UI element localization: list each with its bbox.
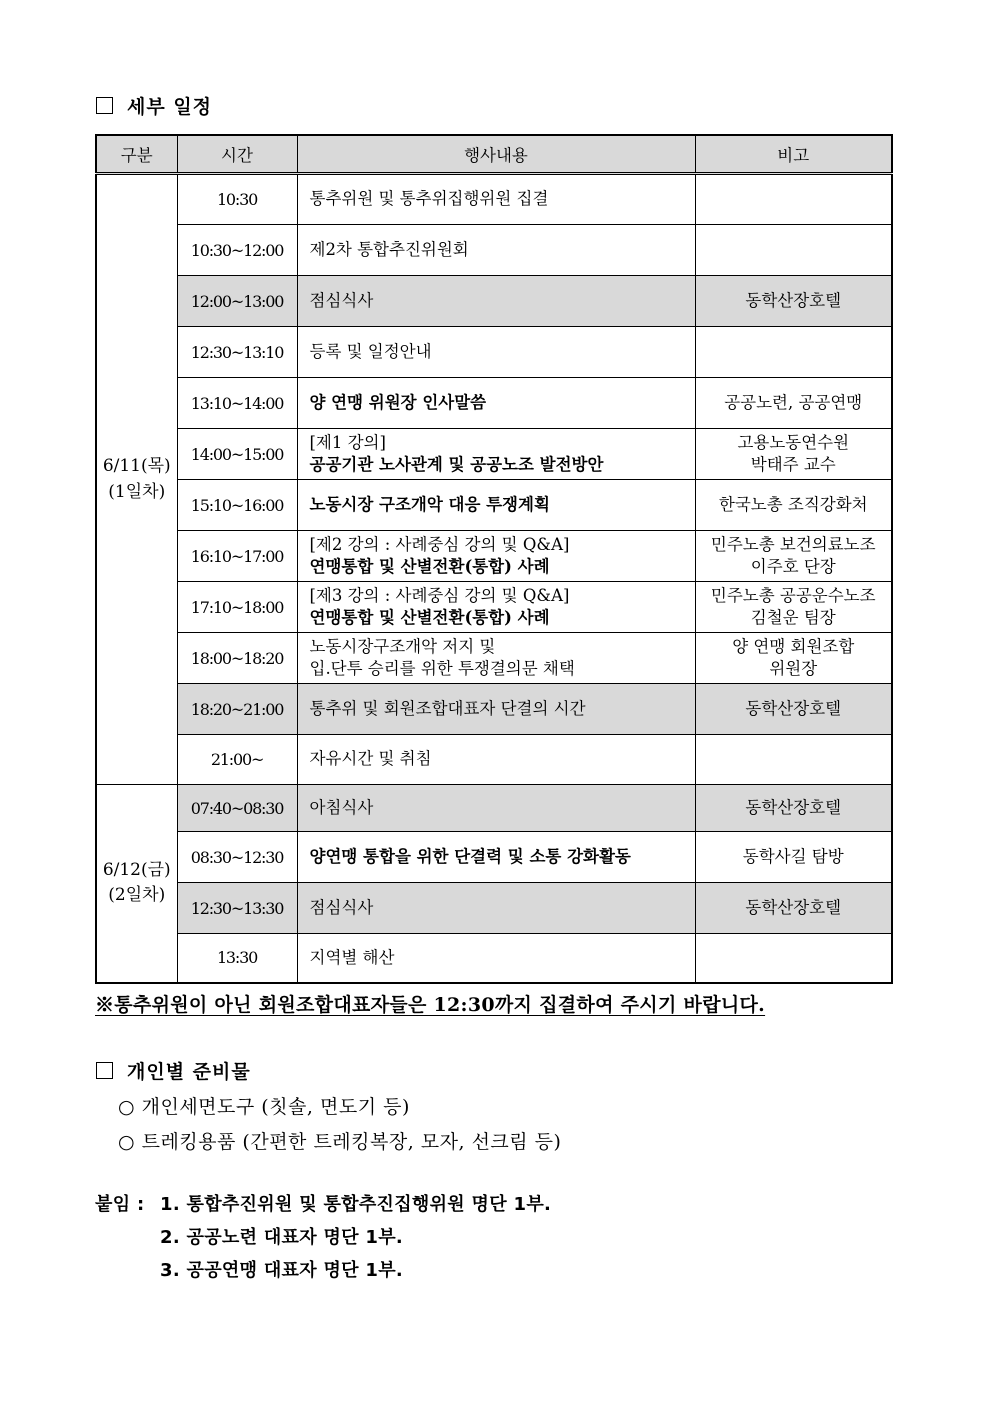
- time-cell: 10:30~12:00: [177, 225, 297, 276]
- note-line-1: 민주노총 공공운수노조: [710, 585, 876, 605]
- time-cell: 14:00~15:00: [177, 429, 297, 480]
- header-time: 시간: [177, 135, 297, 174]
- content-cell: 통추위원 및 통추위집행위원 집결: [297, 174, 695, 225]
- day1-cell: [96, 174, 177, 785]
- content-cell: [297, 429, 695, 480]
- content-line-1: [제1 강의]: [309, 432, 386, 452]
- content-cell: 양 연맹 위원장 인사말씀: [297, 378, 695, 429]
- note-line-2: 박태주 교수: [750, 455, 836, 474]
- time-cell: 13:10~14:00: [177, 378, 297, 429]
- schedule-table: [95, 134, 893, 984]
- content-cell: 지역별 해산: [297, 934, 695, 983]
- attachment-label: 붙임 :: [95, 1194, 145, 1215]
- content-cell: [297, 633, 695, 684]
- note-cell: [695, 531, 892, 582]
- time-cell: 08:30~12:30: [177, 832, 297, 883]
- time-cell: 12:30~13:30: [177, 883, 297, 934]
- checkbox-square-icon: [96, 97, 113, 114]
- note-cell: 동학산장호텔: [695, 785, 892, 832]
- day1-label: (1일차): [108, 481, 166, 502]
- note-cell: [695, 582, 892, 633]
- table-row: [96, 633, 892, 684]
- table-row: [96, 735, 892, 785]
- time-cell: 16:10~17:00: [177, 531, 297, 582]
- checkbox-square-icon: [96, 1062, 113, 1079]
- time-cell: 18:20~21:00: [177, 684, 297, 735]
- content-cell: [297, 582, 695, 633]
- content-line-2: 공공기관 노사관계 및 공공노조 발전방안: [309, 455, 604, 474]
- content-cell: 등록 및 일정안내: [297, 327, 695, 378]
- time-cell: 10:30: [177, 174, 297, 225]
- content-cell: 점심식사: [297, 276, 695, 327]
- table-row: [96, 883, 892, 934]
- notice-text: ※통추위원이 아닌 회원조합대표자들은 12:30까지 집결하여 주시기 바랍니다.: [95, 994, 766, 1016]
- note-cell: 동학산장호텔: [695, 883, 892, 934]
- note-cell: 동학산장호텔: [695, 684, 892, 735]
- time-cell: 12:30~13:10: [177, 327, 297, 378]
- note-cell: 동학사길 탐방: [695, 832, 892, 883]
- content-line-1: [제3 강의 : 사례중심 강의 및 Q&A]: [309, 585, 570, 605]
- table-row: [96, 225, 892, 276]
- note-cell: [695, 429, 892, 480]
- content-line-2: 연맹통합 및 산별전환(통합) 사례: [309, 608, 550, 627]
- content-cell: 통추위 및 회원조합대표자 단결의 시간: [297, 684, 695, 735]
- content-cell: [297, 531, 695, 582]
- day2-cell: [96, 785, 177, 983]
- table-row: [96, 429, 892, 480]
- note-cell: 공공노련, 공공연맹: [695, 378, 892, 429]
- attachment-item: 3. 공공연맹 대표자 명단 1부.: [160, 1260, 404, 1281]
- content-cell: 자유시간 및 취침: [297, 735, 695, 785]
- table-row: [96, 785, 892, 832]
- attachment-item: 2. 공공노련 대표자 명단 1부.: [160, 1227, 404, 1248]
- section-title-preparation: [96, 1057, 251, 1084]
- note-cell: [695, 225, 892, 276]
- note-line-1: 고용노동연수원: [737, 432, 850, 452]
- content-line-1: [제2 강의 : 사례중심 강의 및 Q&A]: [309, 534, 570, 554]
- table-row: [96, 174, 892, 225]
- note-line-1: 민주노총 보건의료노조: [710, 534, 876, 554]
- day2-label: (2일차): [108, 885, 166, 906]
- table-header-row: [96, 135, 892, 174]
- header-note: 비고: [695, 135, 892, 174]
- note-cell: 동학산장호텔: [695, 276, 892, 327]
- section-title-text: 세부 일정: [127, 96, 213, 118]
- attachment-item: 1. 통합추진위원 및 통합추진집행위원 명단 1부.: [160, 1194, 552, 1215]
- time-cell: 12:00~13:00: [177, 276, 297, 327]
- note-line-2: 김철운 팀장: [750, 608, 836, 627]
- section-title-schedule: [96, 92, 212, 119]
- note-line-2: 위원장: [769, 659, 818, 678]
- time-cell: 13:30: [177, 934, 297, 983]
- note-line-1: 양 연맹 회원조합: [732, 636, 855, 656]
- content-cell: 노동시장 구조개악 대응 투쟁계획: [297, 480, 695, 531]
- table-row: [96, 582, 892, 633]
- time-cell: 15:10~16:00: [177, 480, 297, 531]
- time-cell: 18:00~18:20: [177, 633, 297, 684]
- content-line-2: 입.단투 승리를 위한 투쟁결의문 채택: [309, 659, 575, 678]
- content-cell: 제2차 통합추진위원회: [297, 225, 695, 276]
- note-cell: [695, 327, 892, 378]
- table-row: [96, 378, 892, 429]
- table-row: [96, 276, 892, 327]
- prep-item: ○ 개인세면도구 (칫솔, 면도기 등): [118, 1096, 410, 1118]
- table-row: [96, 684, 892, 735]
- time-cell: 07:40~08:30: [177, 785, 297, 832]
- content-cell: 점심식사: [297, 883, 695, 934]
- header-content: 행사내용: [297, 135, 695, 174]
- time-cell: 21:00~: [177, 735, 297, 785]
- time-cell: 17:10~18:00: [177, 582, 297, 633]
- content-line-1: 노동시장구조개악 저지 및: [309, 636, 496, 656]
- section-title-text: 개인별 준비물: [127, 1061, 251, 1083]
- table-row: [96, 832, 892, 883]
- day1-date: 6/11(목): [102, 456, 171, 476]
- note-cell: [695, 633, 892, 684]
- prep-item: ○ 트레킹용품 (간편한 트레킹복장, 모자, 선크림 등): [118, 1131, 562, 1153]
- table-row: [96, 480, 892, 531]
- note-line-2: 이주호 단장: [750, 557, 836, 576]
- note-cell: [695, 934, 892, 983]
- content-line-2: 연맹통합 및 산별전환(통합) 사례: [309, 557, 550, 576]
- table-row: [96, 531, 892, 582]
- note-cell: 한국노총 조직강화처: [695, 480, 892, 531]
- note-cell: [695, 174, 892, 225]
- day2-date: 6/12(금): [102, 859, 171, 880]
- content-cell: 양연맹 통합을 위한 단결력 및 소통 강화활동: [297, 832, 695, 883]
- table-row: [96, 327, 892, 378]
- header-category: 구분: [96, 135, 177, 174]
- table-row: [96, 934, 892, 983]
- note-cell: [695, 735, 892, 785]
- content-cell: 아침식사: [297, 785, 695, 832]
